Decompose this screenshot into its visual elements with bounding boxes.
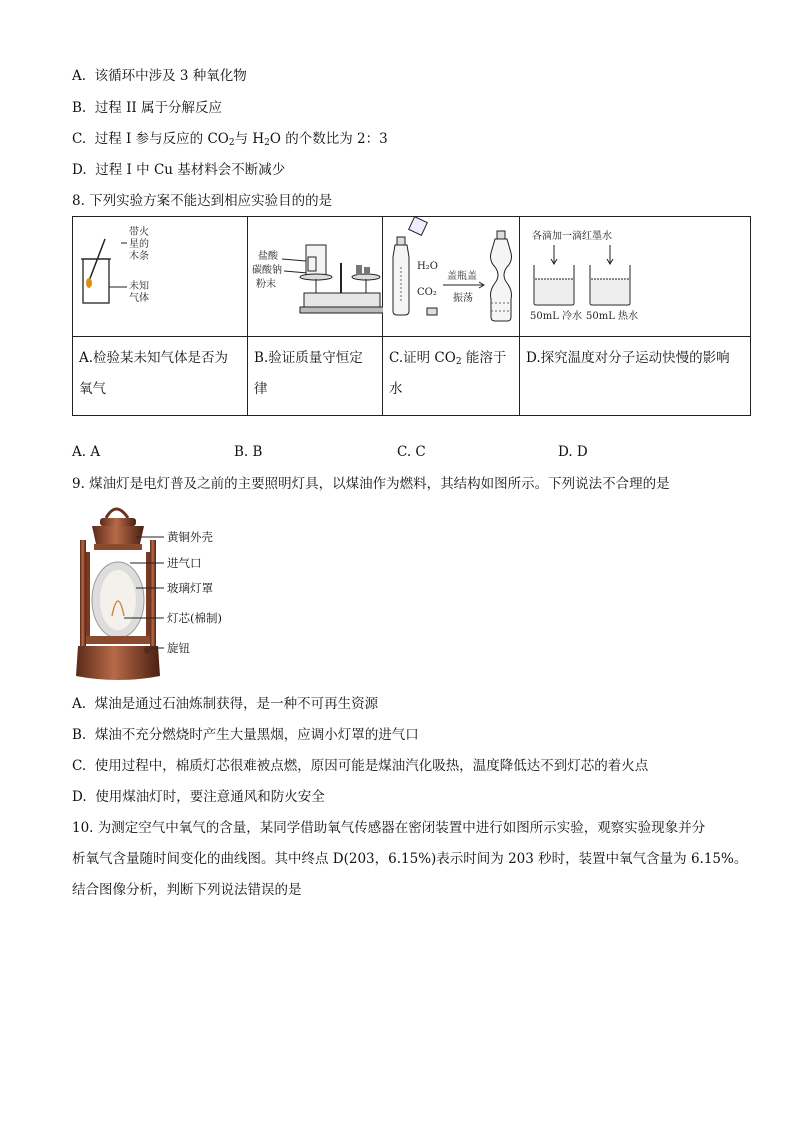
figure-cell-d — [520, 217, 751, 337]
q10-line-2: 析氧气含量随时间变化的曲线图。其中终点 D(203，6.15%)表示时间为 203 秒时，装置中氧气含量为 6.15%。 — [72, 851, 748, 867]
q8-choice-a: A. A — [72, 444, 101, 460]
gas-test-figure — [73, 217, 248, 332]
fig4-hot: 50mL 热水 — [586, 311, 639, 322]
fig2-label-3: 粉末 — [256, 279, 276, 290]
fig1-label-3: 木条 — [129, 251, 149, 262]
q7-option-c: C. 过程 I 参与反应的 $CO_2$与 $H_2O$ 的个数比为 2：3 — [72, 131, 388, 148]
q7-option-a: A. 该循环中涉及 3 种氧化物 — [72, 68, 247, 84]
fig3-co2: CO₂ — [417, 287, 437, 298]
fig3-shake: 振荡 — [453, 293, 473, 304]
label-wick: 灯芯(棉制) — [167, 611, 222, 625]
fig3-h2o: H₂O — [417, 261, 438, 272]
label-air-inlet: 进气口 — [167, 556, 202, 570]
q7-option-b: B. 过程 II 属于分解反应 — [72, 100, 223, 116]
q9-option-c: C. 使用过程中，棉质灯芯很难被点燃，原因可能是煤油汽化吸热，温度降低达不到灯芯的着火点 — [72, 758, 649, 774]
option-cell-d: D.探究温度对分子运动快慢的影响 — [520, 337, 751, 416]
q9-option-a: A. 煤油是通过石油炼制获得，是一种不可再生资源 — [72, 696, 379, 712]
fig1-label-4: 未知 — [129, 281, 149, 292]
fig3-cap: 盖瓶盖 — [447, 271, 477, 282]
q8-choice-c: C. C — [397, 444, 426, 460]
fig1-label-1: 带火 — [129, 227, 149, 238]
option-cell-c: C.证明 $CO_2$ 能溶于水 — [383, 337, 520, 416]
label-glass-shade: 玻璃灯罩 — [167, 581, 213, 595]
q8-choice-d: D. D — [558, 444, 588, 460]
fig1-label-5: 气体 — [129, 293, 149, 304]
fig4-cold: 50mL 冷水 — [530, 311, 583, 322]
q10-line-3: 结合图像分析，判断下列说法错误的是 — [72, 882, 302, 898]
kerosene-lamp-figure — [72, 500, 312, 685]
experiment-table — [72, 216, 751, 416]
balance-figure — [248, 217, 383, 332]
beakers-figure — [520, 217, 751, 332]
label-brass-shell: 黄铜外壳 — [167, 530, 213, 544]
figure-cell-b — [248, 217, 383, 337]
q10-line-1: 10. 为测定空气中氧气的含量，某同学借助氧气传感器在密闭装置中进行如图所示实验，观察实验现象并分 — [72, 820, 706, 836]
q9-option-b: B. 煤油不充分燃烧时产生大量黑烟，应调小灯罩的进气口 — [72, 727, 419, 743]
figure-cell-a — [73, 217, 248, 337]
label-knob: 旋钮 — [167, 641, 190, 655]
co2-bottle-figure — [383, 217, 520, 332]
figure-cell-c — [383, 217, 520, 337]
option-cell-b: B.验证质量守恒定律 — [248, 337, 383, 416]
fig2-label-1: 盐酸 — [258, 251, 278, 262]
fig4-top: 各滴加一滴红墨水 — [532, 231, 612, 242]
option-cell-a: A.检验某未知气体是否为氧气 — [73, 337, 248, 416]
q8-choice-b: B. B — [234, 444, 263, 460]
fig2-label-2: 碳酸钠 — [252, 265, 282, 276]
q7-option-d: D. 过程 I 中 Cu 基材料会不断减少 — [72, 162, 286, 178]
q8-answer-choices — [72, 444, 672, 464]
q9-stem: 9. 煤油灯是电灯普及之前的主要照明灯具，以煤油作为燃料，其结构如图所示。下列说法不合理的是 — [72, 476, 670, 492]
q8-stem: 8. 下列实验方案不能达到相应实验目的的是 — [72, 193, 333, 209]
fig1-label-2: 星的 — [129, 239, 149, 250]
q9-option-d: D. 使用煤油灯时，要注意通风和防火安全 — [72, 789, 325, 805]
